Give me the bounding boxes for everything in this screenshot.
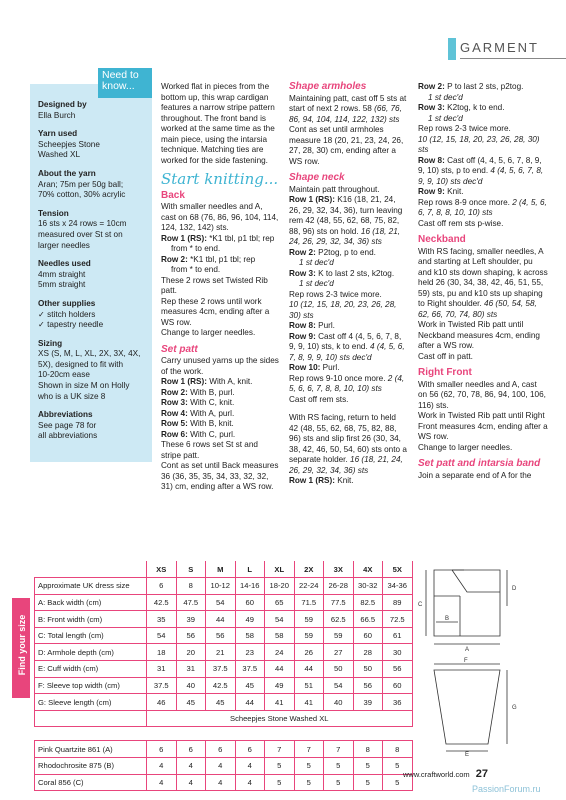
table-cell: 8	[176, 578, 206, 595]
table-cell: 23	[235, 644, 265, 661]
c3-row-2: Row 2: P to last 2 sts, p2tog.	[418, 82, 524, 91]
intarsia-heading: Set patt and intarsia band	[418, 458, 541, 469]
table-cell: 72.5	[383, 611, 413, 628]
section-header	[448, 38, 566, 60]
table-cell: 44	[265, 661, 295, 678]
neck-row-3: Row 3: K to last 2 sts, k2tog.	[289, 268, 395, 278]
table-cell: 5	[383, 774, 413, 791]
needles-text: 4mm straight 5mm straight	[38, 269, 86, 290]
table-cell: 5X	[383, 561, 413, 578]
table-cell: 24	[265, 644, 295, 661]
table-cell: 5	[265, 758, 295, 775]
table-cell: 51	[294, 677, 324, 694]
c3-row-9: Row 9: Knit.	[418, 187, 464, 196]
neck-return: With RS facing, return to held 42 (48, 55, 62, 68, 75, 82, 88, 96) sts and slip first 26 (30, 34, 38, 42, 46, 50, 54, 60) sts onto a separate holder. 16 (18, 21, 24, 26, 29, 32, 34, 36) sts	[289, 413, 407, 475]
c3-row-8: Row 8: Cast off (4, 4, 5, 6, 7, 8, 9, 9, 10) sts, p to end. 4 (4, 5, 6, 7, 8, 9, 9, 10) sts dec'd	[418, 155, 544, 186]
table-spacer	[35, 727, 413, 741]
intarsia-text-1: Join a separate end of A for the	[418, 470, 532, 480]
row-label	[35, 710, 147, 727]
table-cell: 6	[206, 741, 236, 758]
size-table	[34, 561, 413, 791]
table-cell: 35	[147, 611, 177, 628]
other-supplies-text: ✓ stitch holders ✓ tapestry needle	[38, 309, 104, 330]
back-heading: Back	[161, 189, 185, 201]
set-patt-row-3: Row 3: With C, knit.	[161, 398, 235, 407]
table-cell: 59	[294, 611, 324, 628]
table-cell: 54	[265, 611, 295, 628]
table-cell: 5	[265, 774, 295, 791]
table-cell: 71.5	[294, 594, 324, 611]
label-e: E	[465, 752, 470, 756]
table-cell: 37.5	[147, 677, 177, 694]
row-label: E: Cuff width (cm)	[35, 661, 147, 678]
table-row	[35, 611, 413, 628]
label-a: A	[465, 647, 470, 653]
set-patt-row-2: Row 2: With B, purl.	[161, 387, 235, 397]
table-cell: 28	[353, 644, 383, 661]
right-front-text-3: Change to larger needles.	[418, 442, 513, 452]
row-label: Coral 856 (C)	[35, 774, 147, 791]
neck-rep-1: Rep rows 2-3 twice more.	[289, 289, 382, 299]
table-cell: 4	[206, 774, 236, 791]
back-row-2: Row 2: *K1 tbl, p1 tbl; rep	[161, 254, 256, 264]
table-row	[35, 677, 413, 694]
table-cell: 34-36	[383, 578, 413, 595]
table-cell: 44	[206, 611, 236, 628]
table-cell: 54	[206, 594, 236, 611]
sizing-text: XS (S, M, L, XL, 2X, 3X, 4X, 5X), designed to fit with 10-20cm ease Shown in size M on Holly who is a UK size 8	[38, 349, 141, 401]
abbreviations-text: See page 78 for all abbreviations	[38, 420, 98, 441]
table-cell: 40	[324, 694, 354, 711]
label-f: F	[464, 658, 468, 664]
neck-row-3-dec: 1 st dec'd	[299, 279, 334, 288]
table-cell: 6	[147, 741, 177, 758]
table-row	[35, 644, 413, 661]
row-label: F: Sleeve top width (cm)	[35, 677, 147, 694]
header-accent-bar	[448, 38, 456, 60]
table-cell: 5	[353, 774, 383, 791]
table-cell: 40	[176, 677, 206, 694]
designed-by-text: Ella Burch	[38, 110, 76, 120]
set-patt-row-6: Row 6: With C, purl.	[161, 429, 236, 439]
c3-rep-1-sts: 10 (12, 15, 18, 20, 23, 26, 28, 30) sts	[418, 134, 540, 154]
table-cell: 10-12	[206, 578, 236, 595]
page-number: 27	[475, 768, 489, 780]
table-row	[35, 661, 413, 678]
table-cell: 6	[235, 741, 265, 758]
c3-row-3: Row 3: K2tog, k to end.	[418, 103, 505, 112]
table-cell: 20	[176, 644, 206, 661]
table-cell: 26	[294, 644, 324, 661]
about-yarn-text: Aran; 75m per 50g ball; 70% cotton, 30% acrylic	[38, 179, 126, 200]
neck-row-2: Row 2: P2tog, p to end.	[289, 247, 376, 257]
table-cell: 8	[383, 741, 413, 758]
neck-second-row-1: Row 1 (RS): Knit.	[289, 476, 354, 485]
table-cell: 26-28	[324, 578, 354, 595]
yarn-header-row	[35, 710, 413, 727]
table-cell: 8	[353, 741, 383, 758]
table-cell: 61	[383, 627, 413, 644]
c3-rep-1: Rep rows 2-3 twice more.	[418, 124, 511, 133]
neck-row-9: Row 9: Cast off 4 (4, 5, 6, 7, 8, 9, 9, 10) sts, k to end. 4 (4, 5, 6, 7, 8, 9, 9, 10) sts dec'd	[289, 331, 405, 362]
table-row	[35, 627, 413, 644]
neck-rep-1-sts: 10 (12, 15, 18, 20, 23, 26, 28, 30) sts	[289, 300, 397, 320]
intro-paragraph: Worked flat in pieces from the bottom up, this wrap cardigan features a narrow stripe pattern throughout. The front band is worked at the same time as the main piece, using the intarsia technique. Matching ties are worked for the side fastening.	[161, 82, 275, 165]
table-cell: 5	[353, 758, 383, 775]
table-cell: 2X	[294, 561, 324, 578]
neckband-text-1: With RS facing, smaller needles, A and starting at Left shoulder, pu and k10 sts down shaping, k across held 26 (30, 34, 38, 42, 46, 51, 55, 59) sts, pu and k10 sts up shaping to Right shoulder. 46 (50, 54, 58, 62, 66, 70, 74, 80) sts	[418, 246, 548, 319]
column-2	[289, 82, 407, 487]
table-cell: 4	[235, 758, 265, 775]
back-row-1-cont: from * to end.	[171, 244, 221, 253]
table-cell: 14-16	[235, 578, 265, 595]
find-your-size-tab	[12, 598, 30, 698]
row-label: Rhodochrosite 875 (B)	[35, 758, 147, 775]
c3-row-3-dec: 1 st dec'd	[428, 113, 463, 123]
table-cell: 7	[324, 741, 354, 758]
table-cell: 49	[235, 611, 265, 628]
back-text-4: Change to larger needles.	[161, 328, 256, 337]
sleeve-outline	[434, 670, 500, 744]
other-supplies-heading: Other supplies	[38, 298, 96, 308]
table-row	[35, 594, 413, 611]
c3-cast-off: Cast off rem sts p-wise.	[418, 218, 504, 228]
table-cell: 6	[176, 741, 206, 758]
table-cell: 3X	[324, 561, 354, 578]
row-label: G: Sleeve length (cm)	[35, 694, 147, 711]
neckband-text-3: Cast off in patt.	[418, 351, 473, 361]
label-c: C	[418, 602, 423, 608]
tension-text: 16 sts x 24 rows = 10cm measured over St st on larger needles	[38, 219, 127, 250]
row-label: Approximate UK dress size	[35, 578, 147, 595]
neck-row-8: Row 8: Purl.	[289, 321, 335, 330]
table-cell: 89	[383, 594, 413, 611]
column-3	[418, 82, 548, 481]
neck-rep-2: Rep rows 9-10 once more. 2 (4, 5, 6, 6, 7, 8, 8, 10, 10) sts	[289, 373, 405, 393]
table-cell: 56	[176, 627, 206, 644]
table-cell: 37.5	[235, 661, 265, 678]
designed-by-heading: Designed by	[38, 100, 87, 109]
table-cell: 5	[294, 774, 324, 791]
table-cell: 50	[324, 661, 354, 678]
table-cell: 45	[235, 677, 265, 694]
table-cell: M	[206, 561, 236, 578]
header-rule	[460, 58, 566, 59]
set-patt-row-1: Row 1 (RS): With A, knit.	[161, 377, 253, 386]
set-patt-row-4: Row 4: With A, purl.	[161, 408, 235, 418]
watermark: PassionForum.ru	[472, 784, 541, 794]
table-cell: 4	[206, 758, 236, 775]
table-cell: 18-20	[265, 578, 295, 595]
table-cell: 4	[147, 774, 177, 791]
set-patt-text-1: Carry unused yarns up the sides of the work.	[161, 356, 279, 376]
table-cell: 31	[176, 661, 206, 678]
row-label: Pink Quartzite 861 (A)	[35, 741, 147, 758]
table-cell: 31	[147, 661, 177, 678]
table-cell: 65	[265, 594, 295, 611]
table-cell: 5	[324, 758, 354, 775]
table-cell: XL	[265, 561, 295, 578]
page-footer	[403, 768, 488, 780]
table-cell: 7	[294, 741, 324, 758]
yarn-used-text: Scheepjes Stone Washed XL	[38, 139, 100, 160]
spacer-cell	[35, 727, 413, 741]
yarn-used-heading: Yarn used	[38, 129, 78, 139]
neck-cast-off: Cast off rem sts.	[289, 394, 349, 404]
body-schematic	[426, 570, 507, 644]
table-cell: 6	[147, 578, 177, 595]
set-patt-text-3: Cont as set until Back measures 36 (36, 35, 35, 34, 33, 32, 32, 31) cm, ending after a WS row.	[161, 461, 279, 491]
set-patt-text-2: These 6 rows set St st and stripe patt.	[161, 440, 258, 460]
table-cell: 39	[176, 611, 206, 628]
table-cell: 27	[324, 644, 354, 661]
table-cell: 36	[383, 694, 413, 711]
table-row	[35, 578, 413, 595]
right-front-heading: Right Front	[418, 367, 472, 378]
label-b: B	[445, 616, 450, 622]
need-to-know-panel	[30, 84, 152, 462]
table-cell: 77.5	[324, 594, 354, 611]
table-cell: 4	[147, 758, 177, 775]
table-cell: 56	[206, 627, 236, 644]
table-header-row	[35, 561, 413, 578]
about-yarn-heading: About the yarn	[38, 168, 96, 178]
table-cell: 60	[353, 627, 383, 644]
table-cell: S	[176, 561, 206, 578]
table-cell: 22-24	[294, 578, 324, 595]
table-cell: 46	[147, 694, 177, 711]
table-cell: 4	[176, 774, 206, 791]
table-cell: 42.5	[147, 594, 177, 611]
back-row-2-cont: from * to end.	[171, 265, 221, 274]
find-your-size-label: Find your size	[17, 614, 27, 676]
table-cell: 59	[294, 627, 324, 644]
back-text-2: These 2 rows set Twisted Rib patt.	[161, 275, 268, 295]
c3-rep-2: Rep rows 8-9 once more. 2 (4, 5, 6, 6, 7, 8, 8, 10, 10) sts	[418, 197, 547, 217]
table-cell: 39	[353, 694, 383, 711]
table-cell: 42.5	[206, 677, 236, 694]
table-cell: 54	[147, 627, 177, 644]
column-1	[161, 82, 279, 493]
row-label	[35, 561, 147, 578]
table-cell: 30-32	[353, 578, 383, 595]
table-cell: 4	[235, 774, 265, 791]
neck-row-10: Row 10: Purl.	[289, 363, 340, 372]
yarn-row	[35, 758, 413, 775]
right-front-text-2: Work in Twisted Rib patt until Right Front measures 4cm, ending after a WS row.	[418, 411, 548, 441]
section-title: GARMENT	[460, 40, 539, 55]
table-cell: 82.5	[353, 594, 383, 611]
table-cell: L	[235, 561, 265, 578]
table-cell: 54	[324, 677, 354, 694]
table-cell: 18	[147, 644, 177, 661]
neckband-heading: Neckband	[418, 234, 466, 245]
table-cell: 59	[324, 627, 354, 644]
table-cell: 49	[265, 677, 295, 694]
table-cell: 60	[235, 594, 265, 611]
table-cell: XS	[147, 561, 177, 578]
sizing-heading: Sizing	[38, 338, 63, 348]
shape-neck-heading: Shape neck	[289, 172, 345, 183]
table-cell: 41	[294, 694, 324, 711]
table-cell: 58	[235, 627, 265, 644]
table-cell: 5	[294, 758, 324, 775]
yarn-row	[35, 741, 413, 758]
table-cell: 37.5	[206, 661, 236, 678]
footer-site: www.craftworld.com	[403, 770, 470, 779]
table-cell: 4	[176, 758, 206, 775]
shape-armholes-heading: Shape armholes	[289, 81, 367, 92]
body-outline	[434, 570, 500, 636]
row-label: C: Total length (cm)	[35, 627, 147, 644]
table-cell: 44	[294, 661, 324, 678]
table-cell: 62.5	[324, 611, 354, 628]
label-g: G	[512, 705, 517, 711]
back-cast-on: With smaller needles and A, cast on 68 (76, 86, 96, 104, 114, 124, 132, 142) sts.	[161, 202, 279, 232]
table-cell: 5	[383, 758, 413, 775]
table-row	[35, 694, 413, 711]
table-cell: 30	[383, 644, 413, 661]
neckband-text-2: Work in Twisted Rib patt until Neckband measures 4cm, ending after a WS row.	[418, 320, 540, 350]
armholes-text-1: Maintaining patt, cast off 5 sts at start of next 2 rows. 58 (66, 76, 86, 94, 104, 114, 122, 132) sts	[289, 93, 407, 124]
table-cell: 56	[353, 677, 383, 694]
neck-row-1: Row 1 (RS): K16 (18, 21, 24, 26, 29, 32, 34, 36), turn leaving rem 42 (48, 55, 62, 68, 75, 82, 88, 96) sts on hold. 16 (18, 21, 24, 26, 29, 32, 34, 36) sts	[289, 195, 403, 246]
table-cell: 5	[324, 774, 354, 791]
body-neck-line	[452, 570, 500, 592]
row-label: B: Front width (cm)	[35, 611, 147, 628]
c3-row-2-dec: 1 st dec'd	[428, 92, 463, 102]
table-cell: 56	[383, 661, 413, 678]
back-text-3: Rep these 2 rows until work measures 4cm, ending after a WS row.	[161, 296, 270, 327]
yarn-row	[35, 774, 413, 791]
tension-heading: Tension	[38, 208, 69, 218]
table-cell: 47.5	[176, 594, 206, 611]
need-to-know-badge: Need to know...	[98, 68, 152, 98]
label-d: D	[512, 586, 517, 592]
table-cell: 41	[265, 694, 295, 711]
row-label: D: Armhole depth (cm)	[35, 644, 147, 661]
table-cell: 21	[206, 644, 236, 661]
table-cell: 66.5	[353, 611, 383, 628]
set-patt-heading: Set patt	[161, 343, 198, 355]
table-cell: 58	[265, 627, 295, 644]
abbreviations-heading: Abbreviations	[38, 410, 93, 420]
table-cell: 44	[235, 694, 265, 711]
armholes-text-2: Cont as set until armholes measure 18 (20, 21, 23, 24, 26, 27, 28, 30) cm, ending after a WS row.	[289, 125, 404, 166]
table-cell: 45	[176, 694, 206, 711]
neck-text-1: Maintain patt throughout.	[289, 184, 380, 194]
start-knitting-heading: Start knitting...	[161, 170, 279, 188]
yarn-header: Scheepjes Stone Washed XL	[147, 710, 413, 727]
table-cell: 7	[265, 741, 295, 758]
needles-heading: Needles used	[38, 259, 91, 269]
neck-row-2-dec: 1 st dec'd	[299, 258, 334, 267]
table-cell: 60	[383, 677, 413, 694]
sleeve-schematic	[434, 664, 507, 751]
table-cell: 4X	[353, 561, 383, 578]
right-front-text-1: With smaller needles and A, cast on 56 (62, 70, 78, 86, 94, 100, 106, 116) sts.	[418, 379, 546, 410]
garment-schematic-diagrams	[412, 566, 552, 756]
back-row-1: Row 1 (RS): *K1 tbl, p1 tbl; rep	[161, 233, 275, 243]
set-patt-row-5: Row 5: With B, knit.	[161, 419, 234, 428]
row-label: A: Back width (cm)	[35, 594, 147, 611]
table-cell: 45	[206, 694, 236, 711]
table-cell: 50	[353, 661, 383, 678]
